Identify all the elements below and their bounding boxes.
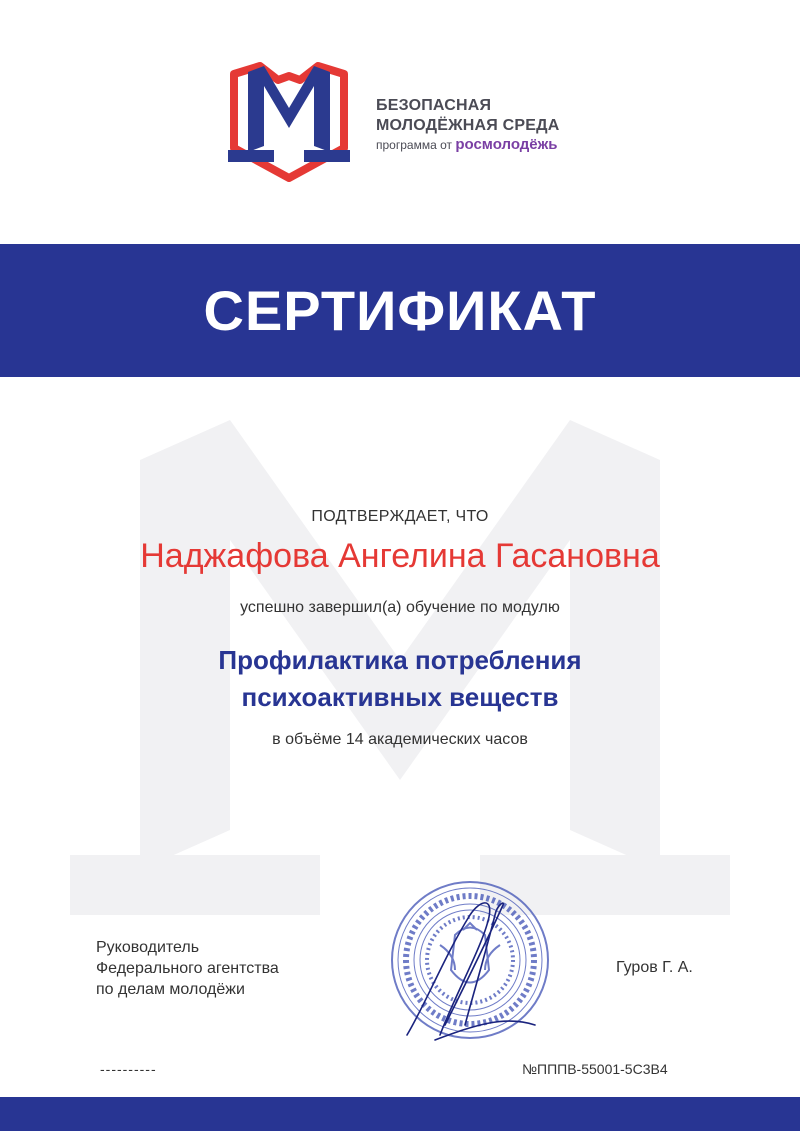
module-title bbox=[0, 642, 800, 716]
ms-shield-logo-icon bbox=[226, 62, 352, 182]
footer-bar bbox=[0, 1097, 800, 1131]
recipient-name: Наджафова Ангелина Гасановна bbox=[140, 537, 660, 575]
logo-brand: росмолодёжь bbox=[455, 136, 558, 153]
confirms-text: ПОДТВЕРЖДАЕТ, ЧТО bbox=[311, 508, 489, 525]
logo-text bbox=[376, 96, 560, 153]
logo-line-2: МОЛОДЁЖНАЯ СРЕДА bbox=[376, 117, 560, 134]
logo-line-1: БЕЗОПАСНАЯ bbox=[376, 97, 492, 114]
signer-title bbox=[96, 937, 279, 1000]
certificate-number: №ПППВ-55001-5С3В4 bbox=[522, 1061, 668, 1077]
hours-text: в объёме 14 академических часов bbox=[272, 731, 528, 748]
signer-title-line-1: Руководитель bbox=[96, 939, 200, 956]
module-title-line-1: Профилактика потребления bbox=[218, 645, 582, 675]
signer-title-line-3: по делам молодёжи bbox=[96, 981, 245, 998]
signer-title-line-2: Федерального агентства bbox=[96, 960, 279, 977]
logo-program-line bbox=[376, 137, 560, 153]
signature-line: ---------- bbox=[100, 1061, 157, 1077]
module-title-line-2: психоактивных веществ bbox=[241, 682, 559, 712]
signer-name: Гуров Г. А. bbox=[616, 959, 693, 976]
logo-program-prefix: программа от bbox=[376, 138, 452, 152]
completed-text: успешно завершил(а) обучение по модулю bbox=[240, 599, 560, 616]
title-banner bbox=[0, 244, 800, 377]
official-seal-icon bbox=[385, 875, 555, 1045]
certificate-title: СЕРТИФИКАТ bbox=[203, 279, 597, 342]
